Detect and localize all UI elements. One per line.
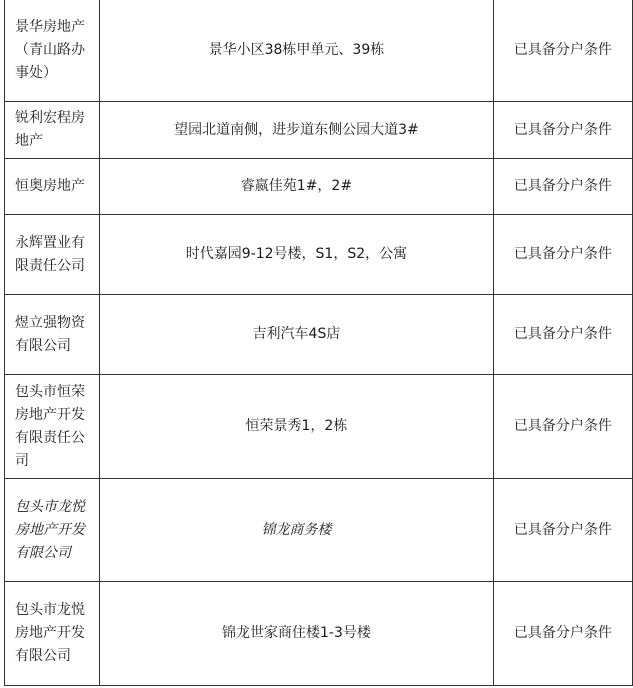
status-text: 已具备分户条件 bbox=[513, 121, 612, 138]
project-cell: 锦龙世家商住楼1-3号楼 bbox=[100, 582, 494, 686]
project-cell: 吉利汽车4S店 bbox=[100, 295, 494, 375]
table-row bbox=[5, 375, 633, 479]
table-row bbox=[5, 159, 633, 215]
status-text: 已具备分户条件 bbox=[513, 326, 612, 342]
status-text: 已具备分户条件 bbox=[513, 178, 612, 194]
project-cell: 恒荣景秀1，2栋 bbox=[100, 375, 494, 479]
developer-cell: 景华房地产（青山路办事处） bbox=[5, 0, 100, 102]
developer-cell: 包头市恒荣房地产开发有限责任公司 bbox=[5, 375, 100, 479]
project-cell: 景华小区38栋甲单元、39栋 bbox=[100, 0, 494, 102]
registration-table bbox=[4, 0, 633, 686]
status-cell bbox=[493, 479, 632, 582]
developer-cell: 永辉置业有限责任公司 bbox=[5, 215, 100, 295]
status-cell bbox=[493, 0, 632, 102]
status-text: 已具备分户条件 bbox=[513, 418, 612, 434]
table-row bbox=[5, 295, 633, 375]
developer-cell: 包头市龙悦房地产开发有限公司 bbox=[5, 582, 100, 686]
status-cell bbox=[493, 215, 632, 295]
table-row bbox=[5, 215, 633, 295]
status-cell bbox=[493, 295, 632, 375]
table-row bbox=[5, 102, 633, 159]
status-text: 已具备分户条件 bbox=[513, 42, 612, 58]
table-row bbox=[5, 0, 633, 102]
status-cell bbox=[493, 582, 632, 686]
developer-cell: 煜立强物资有限公司 bbox=[5, 295, 100, 375]
project-cell: 锦龙商务楼 bbox=[100, 479, 494, 582]
status-text: 已具备分户条件 bbox=[513, 246, 612, 262]
status-cell bbox=[493, 102, 632, 159]
project-cell: 睿嬴佳苑1#，2# bbox=[100, 159, 494, 215]
status-cell bbox=[493, 375, 632, 479]
status-text: 已具备分户条件 bbox=[513, 625, 612, 641]
developer-cell: 包头市龙悦房地产开发有限公司 bbox=[5, 479, 100, 582]
status-text: 已具备分户条件 bbox=[513, 521, 612, 538]
developer-cell: 恒奥房地产 bbox=[5, 159, 100, 215]
table-row bbox=[5, 479, 633, 582]
developer-cell: 锐利宏程房地产 bbox=[5, 102, 100, 159]
status-cell bbox=[493, 159, 632, 215]
table-row bbox=[5, 582, 633, 686]
project-cell: 时代嘉园9-12号楼，S1，S2，公寓 bbox=[100, 215, 494, 295]
project-cell: 望园北道南侧，进步道东侧公园大道3# bbox=[100, 102, 494, 159]
